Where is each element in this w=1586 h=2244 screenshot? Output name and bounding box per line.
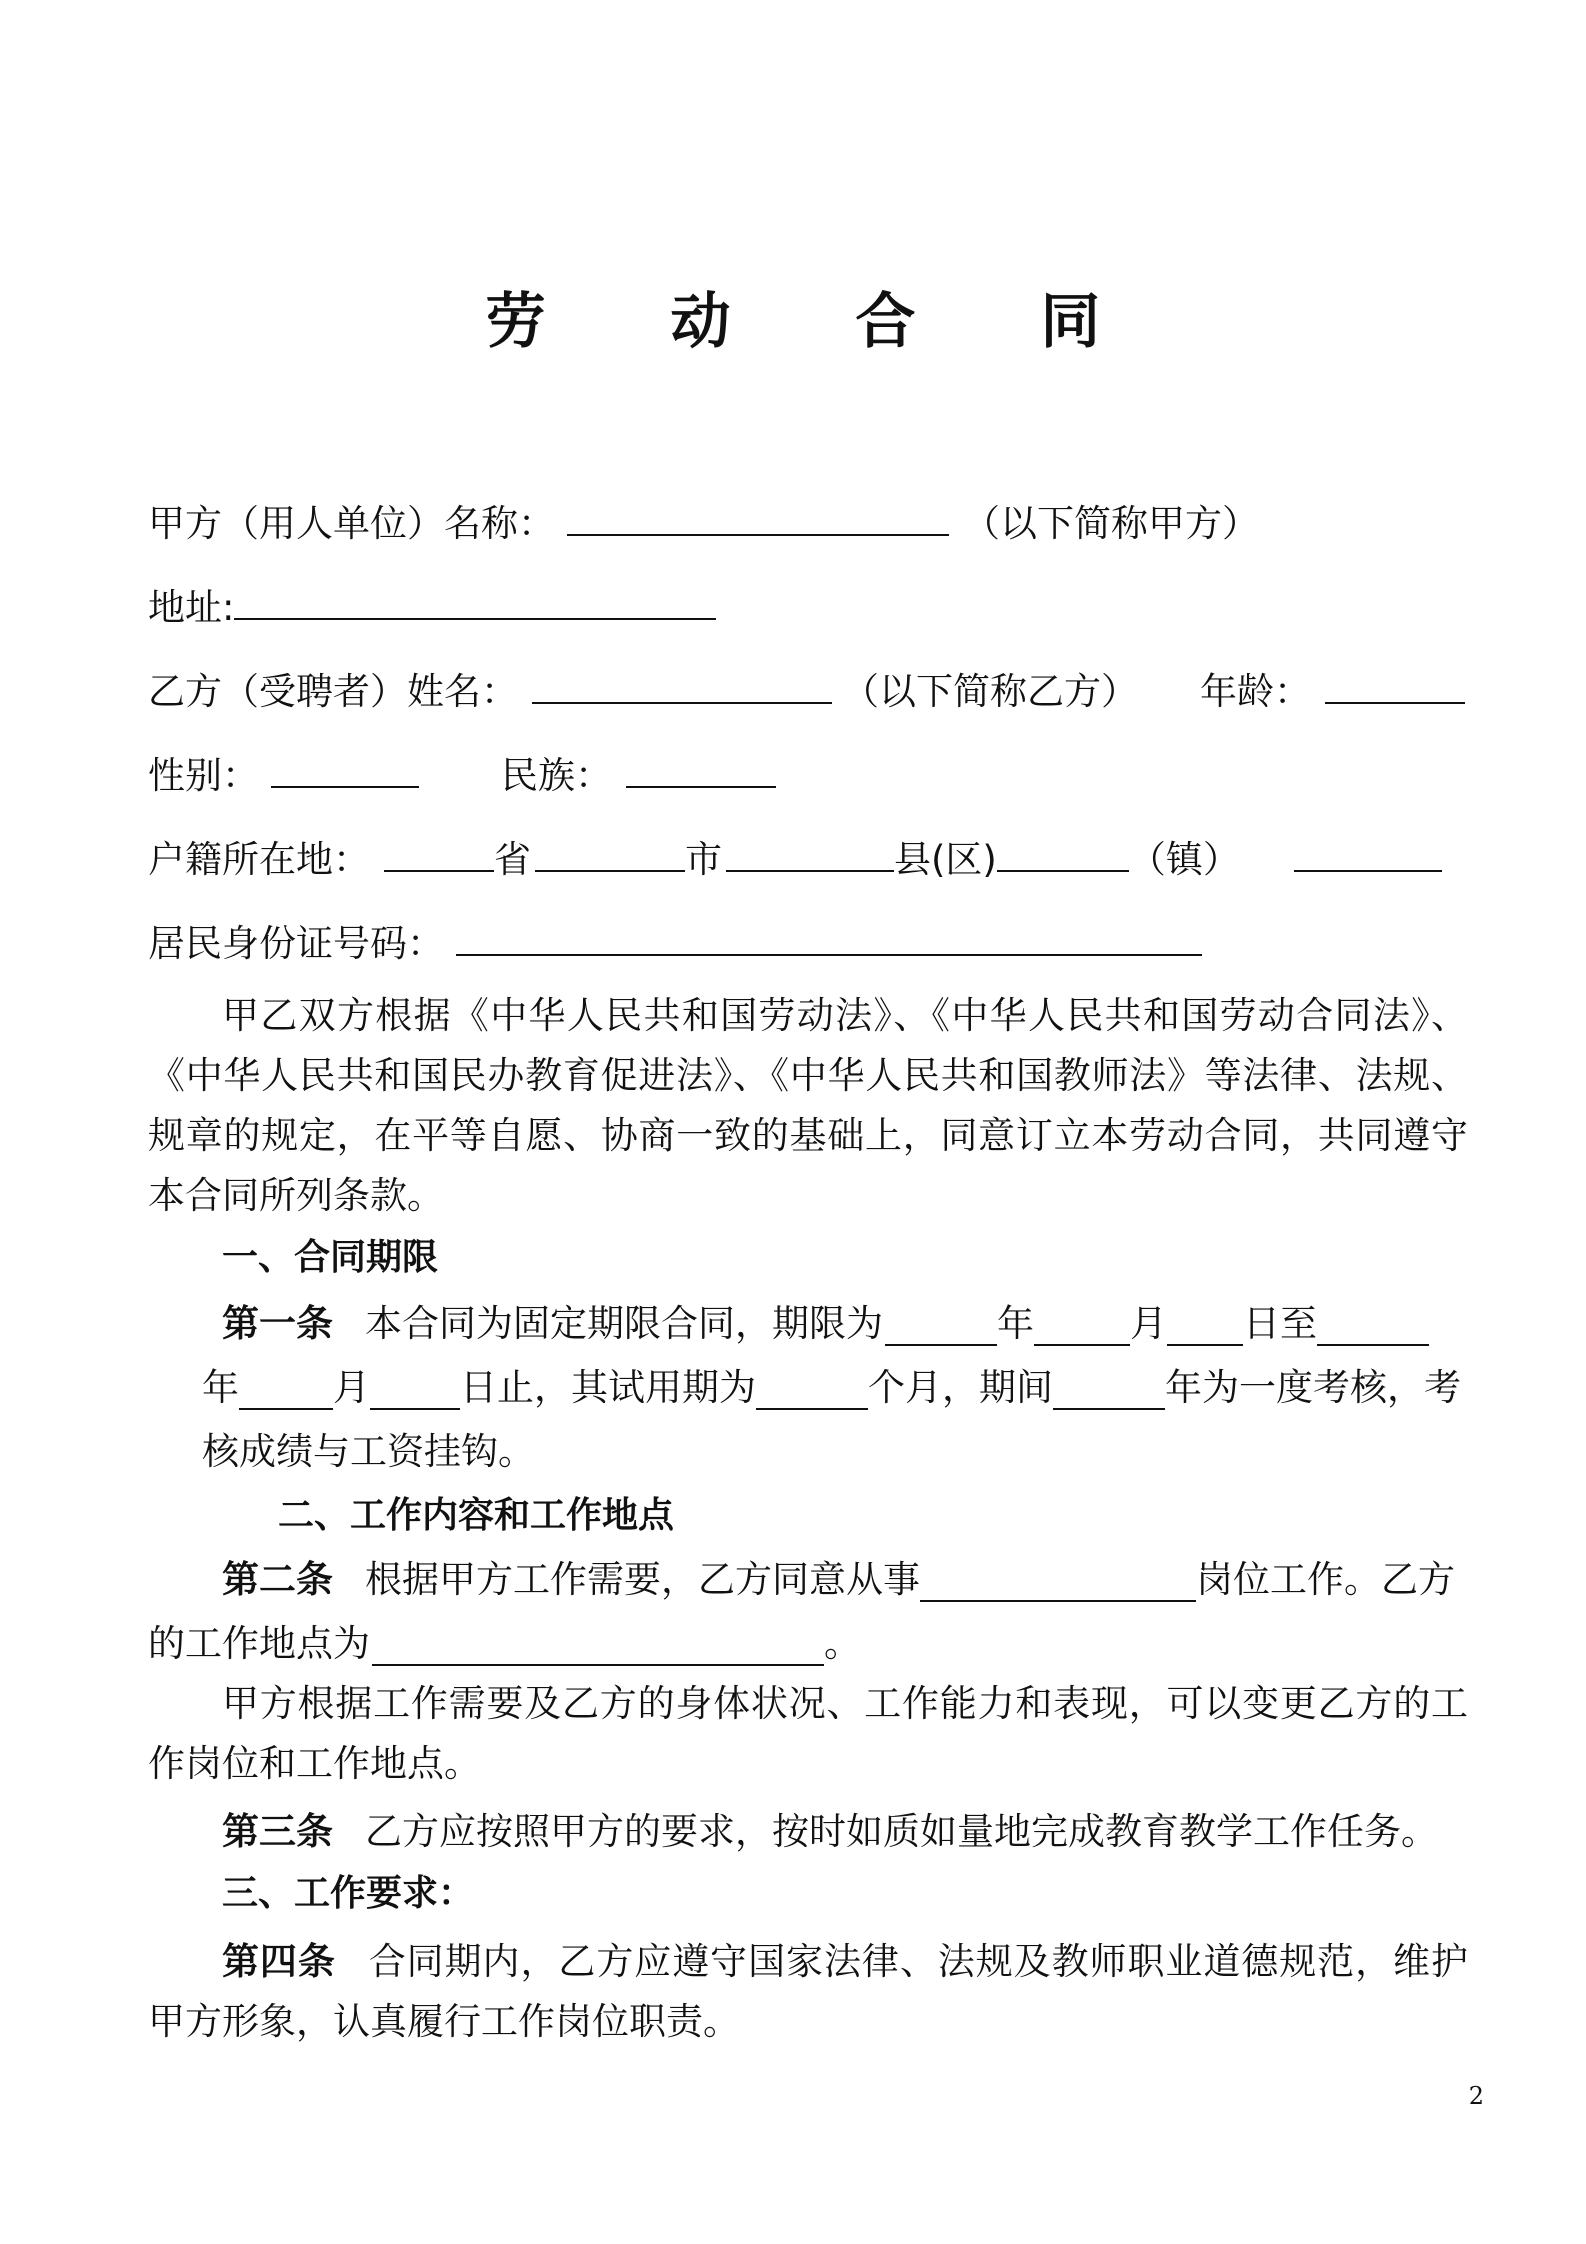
age-field[interactable]	[1325, 660, 1465, 704]
article-3-label: 第三条	[222, 1810, 333, 1853]
party-b-label: 乙方（受聘者）姓名：	[148, 670, 518, 713]
ethnicity-field[interactable]	[626, 744, 776, 788]
address-field[interactable]	[234, 576, 716, 620]
county-field[interactable]	[726, 828, 894, 872]
end-year-label: 年	[202, 1366, 239, 1409]
id-label: 居民身份证号码：	[148, 922, 444, 965]
id-line	[148, 912, 1202, 969]
article-3-line	[222, 1804, 1438, 1860]
section-1-heading: 一、合同期限	[222, 1237, 439, 1278]
county-label: 县(区)	[894, 838, 997, 881]
article-4-paragraph	[148, 1932, 1468, 2052]
page-number: 2	[1468, 2082, 1484, 2110]
article-2-text-1: 根据甲方工作需要，乙方同意从事	[365, 1558, 920, 1601]
town-field[interactable]	[997, 828, 1129, 872]
age-label: 年龄：	[1200, 670, 1311, 713]
article-2-text-2: 岗位工作。乙方	[1196, 1558, 1455, 1601]
month-period-label: 个月，期间	[868, 1366, 1053, 1409]
gender-field[interactable]	[271, 744, 419, 788]
city-label: 市	[685, 838, 722, 881]
article-4-label: 第四条	[222, 1940, 336, 1983]
end-month-label: 月	[333, 1366, 370, 1409]
article-1-line-2	[202, 1360, 1461, 1416]
gender-ethnicity-line	[148, 744, 776, 801]
work-location-field[interactable]	[372, 1622, 824, 1666]
article-1-line-1	[222, 1296, 1429, 1352]
article-1-label: 第一条	[222, 1302, 333, 1345]
gender-label: 性别：	[148, 754, 259, 797]
assessment-years-field[interactable]	[1053, 1366, 1165, 1410]
household-label: 户籍所在地：	[148, 838, 370, 881]
day-until-label: 日止，其试用期为	[460, 1366, 756, 1409]
city-field[interactable]	[535, 828, 685, 872]
start-month-field[interactable]	[1034, 1302, 1130, 1346]
start-year-label: 年	[997, 1302, 1034, 1345]
article-2-paragraph: 甲方根据工作需要及乙方的身体状况、工作能力和表现，可以变更乙方的工作岗位和工作地点。	[148, 1682, 1468, 1785]
party-b-suffix: （以下简称乙方）	[842, 670, 1138, 713]
party-a-label: 甲方（用人单位）名称：	[148, 502, 555, 545]
article-2-text-3: 的工作地点为	[148, 1622, 370, 1665]
document-title: 劳 动 合 同	[485, 287, 1153, 357]
job-position-field[interactable]	[920, 1558, 1196, 1602]
intro-paragraph: 甲乙双方根据《中华人民共和国劳动法》、《中华人民共和国劳动合同法》、《中华人民共和国民办教育促进法》、《中华人民共和国教师法》等法律、法规、规章的规定，在平等自愿、协商一致的基础上，同意订立本劳动合同，共同遵守本合同所列条款。	[148, 994, 1468, 1217]
party-a-name-field[interactable]	[567, 492, 949, 536]
party-b-name-field[interactable]	[532, 660, 832, 704]
end-day-field[interactable]	[370, 1366, 460, 1410]
article-1-text-1: 本合同为固定期限合同，期限为	[365, 1302, 883, 1345]
probation-months-field[interactable]	[756, 1366, 868, 1410]
day-to-label: 日至	[1243, 1302, 1317, 1345]
party-b-line	[148, 660, 1465, 717]
end-month-field[interactable]	[239, 1366, 333, 1410]
province-field[interactable]	[384, 828, 494, 872]
address-label: 地址:	[148, 586, 235, 629]
household-line	[148, 828, 1442, 885]
start-year-field[interactable]	[885, 1302, 997, 1346]
article-2-line-1	[222, 1552, 1455, 1608]
article-4-text: 合同期内，乙方应遵守国家法律、法规及教师职业道德规范，维护甲方形象，认真履行工作岗位职责。	[148, 1940, 1468, 2043]
party-a-suffix: （以下简称甲方）	[963, 502, 1259, 545]
start-day-field[interactable]	[1167, 1302, 1243, 1346]
article-3-text: 乙方应按照甲方的要求，按时如质如量地完成教育教学工作任务。	[365, 1810, 1438, 1853]
province-label: 省	[494, 838, 531, 881]
id-number-field[interactable]	[456, 912, 1202, 956]
article-1-line-3: 核成绩与工资挂钩。	[202, 1430, 535, 1473]
article-2-line-2	[148, 1616, 861, 1672]
section-3-heading: 三、工作要求：	[222, 1873, 475, 1914]
year-assessment-label: 年为一度考核，考	[1165, 1366, 1461, 1409]
start-month-label: 月	[1130, 1302, 1167, 1345]
section-2-heading: 二、工作内容和工作地点	[278, 1495, 675, 1536]
article-2-end: 。	[824, 1622, 861, 1665]
town-label: （镇）	[1128, 838, 1240, 881]
article-2-label: 第二条	[222, 1558, 333, 1601]
village-field[interactable]	[1294, 828, 1442, 872]
ethnicity-label: 民族：	[501, 754, 612, 797]
party-a-line	[148, 492, 1259, 549]
address-line	[148, 576, 716, 633]
end-year-field[interactable]	[1317, 1302, 1429, 1346]
